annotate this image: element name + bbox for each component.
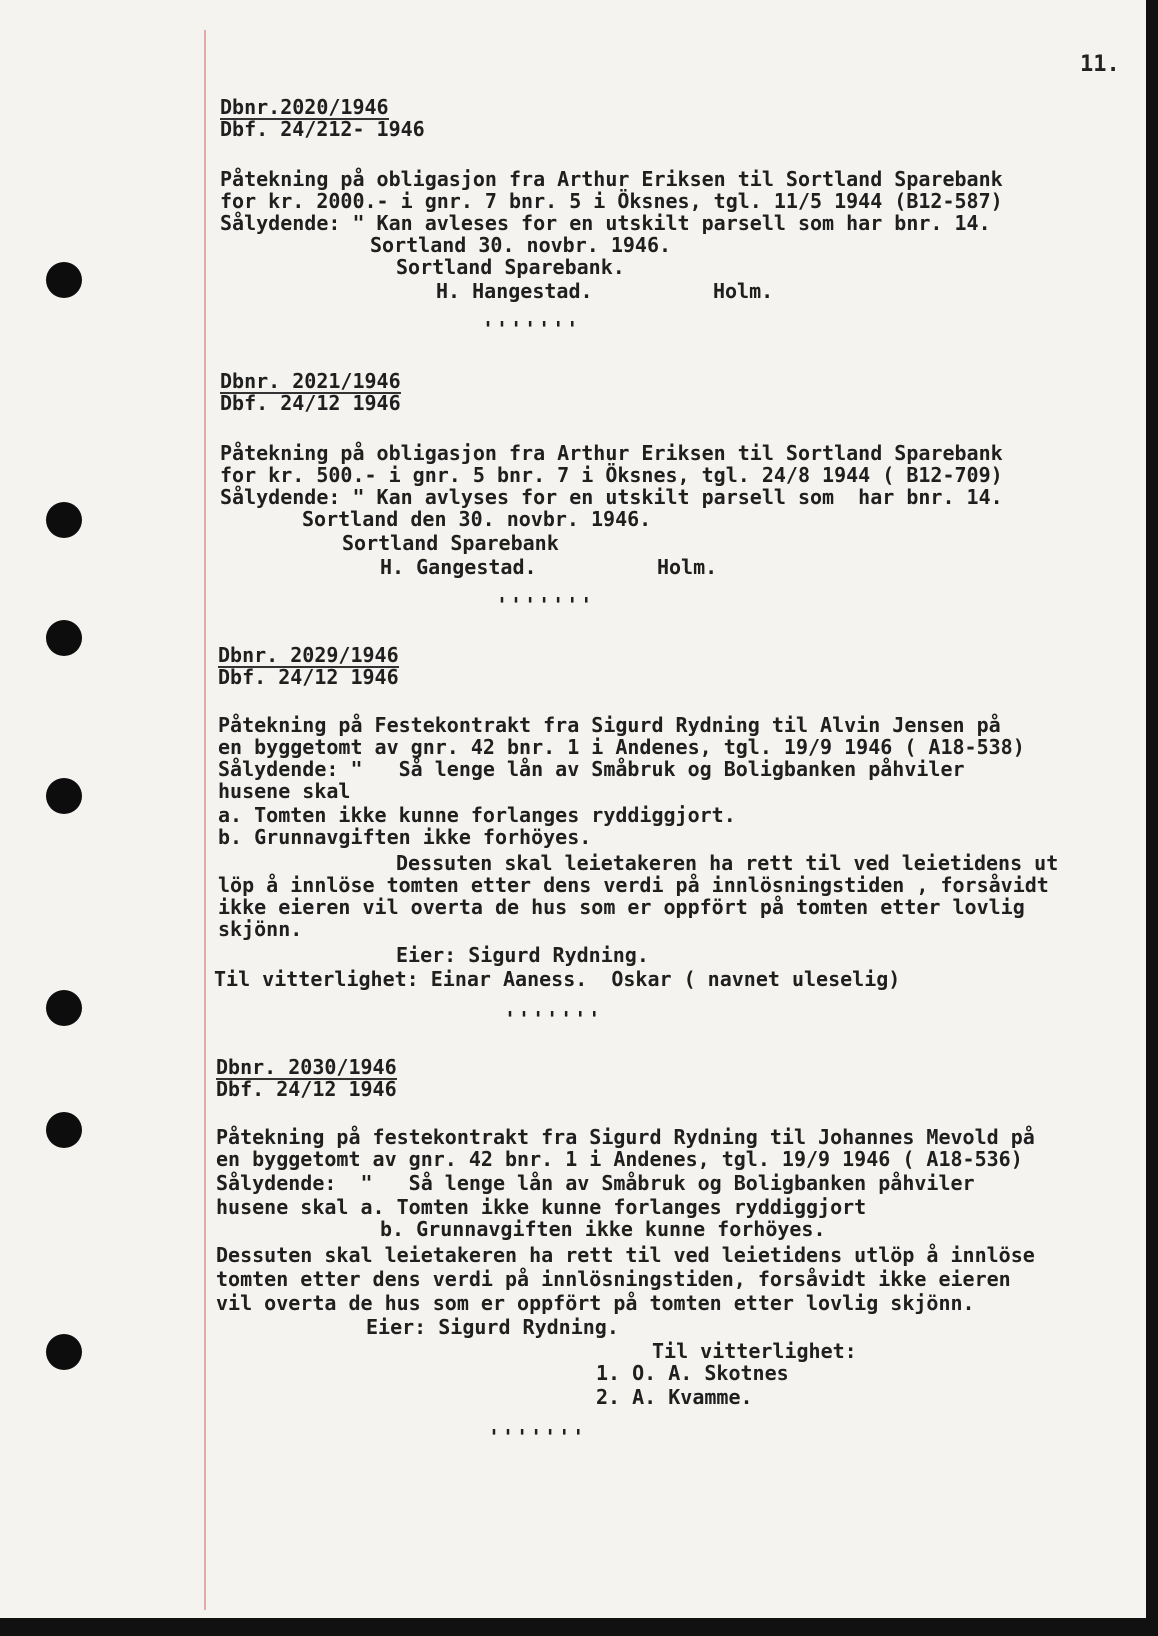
entry-text-line: ikke eieren vil overta de hus som er oppfört på tomten etter lovlig <box>218 895 1025 919</box>
entry-text-line: Eier: Sigurd Rydning. <box>396 943 649 967</box>
entry-separator: ''''''' <box>496 593 595 617</box>
entry-text-line: tomten etter dens verdi på innlösningstiden, forsåvidt ikke eieren <box>216 1267 1011 1291</box>
entry-text-line: Til vitterlighet: <box>652 1339 857 1363</box>
entry-text-line: en byggetomt av gnr. 42 bnr. 1 i Andenes, tgl. 19/9 1946 ( A18-538) <box>218 735 1025 759</box>
entry-dbnr: Dbnr. 2030/1946 <box>216 1055 397 1079</box>
entry-text-line: Sålydende: " Kan avlyses for en utskilt parsell som har bnr. 14. <box>220 485 1003 509</box>
entry-dbnr: Dbnr. 2029/1946 <box>218 643 399 667</box>
entry-text-line: Sortland Sparebank. <box>396 255 625 279</box>
punch-hole <box>46 990 82 1026</box>
entry-text-line: husene skal a. Tomten ikke kunne forlanges ryddiggjort <box>216 1195 867 1219</box>
entry-signatures: H. Hangestad. Holm. <box>436 279 774 303</box>
entry-text-line: skjönn. <box>218 917 303 941</box>
entry-text-line: vil overta de hus som er oppfört på tomten etter lovlig skjönn. <box>216 1291 975 1315</box>
entry-text-line: Dessuten skal leietakeren ha rett til ved leietidens ut <box>396 851 1059 875</box>
entry-dbf: Dbf. 24/12 1946 <box>220 391 401 415</box>
entry-dbf: Dbf. 24/212- 1946 <box>220 117 425 141</box>
punch-hole <box>46 1112 82 1148</box>
punch-hole <box>46 262 82 298</box>
entry-text-line: Sortland den 30. novbr. 1946. <box>302 507 652 531</box>
entry-text-line: löp å innlöse tomten etter dens verdi på innlösningstiden , forsåvidt <box>218 873 1049 897</box>
entry-dbf: Dbf. 24/12 1946 <box>216 1077 397 1101</box>
entry-text-line: en byggetomt av gnr. 42 bnr. 1 i Andenes, tgl. 19/9 1946 ( A18-536) <box>216 1147 1023 1171</box>
entry-text-line: Sortland 30. novbr. 1946. <box>370 233 672 257</box>
entry-separator: ''''''' <box>482 317 581 341</box>
punch-hole <box>46 502 82 538</box>
entry-text-line: Eier: Sigurd Rydning. <box>366 1315 619 1339</box>
entry-dbnr: Dbnr. 2021/1946 <box>220 369 401 393</box>
entry-witnesses: Til vitterlighet: Einar Aaness. Oskar ( navnet uleselig) <box>214 967 901 991</box>
margin-line <box>204 30 206 1610</box>
entry-separator: ''''''' <box>504 1007 603 1031</box>
entry-text-line: b. Grunnavgiften ikke kunne forhöyes. <box>380 1217 826 1241</box>
entry-separator: ''''''' <box>488 1425 587 1449</box>
entry-dbf: Dbf. 24/12 1946 <box>218 665 399 689</box>
entry-text-line: Sålydende: " Kan avleses for en utskilt parsell som har bnr. 14. <box>220 211 991 235</box>
entry-signatures: H. Gangestad. Holm. <box>380 555 718 579</box>
entry-dbnr: Dbnr.2020/1946 <box>220 95 389 119</box>
entry-text-line: for kr. 500.- i gnr. 5 bnr. 7 i Öksnes, tgl. 24/8 1944 ( B12-709) <box>220 463 1003 487</box>
punch-hole <box>46 778 82 814</box>
entry-text-line: a. Tomten ikke kunne forlanges ryddiggjort. <box>218 803 736 827</box>
entry-text-line: for kr. 2000.- i gnr. 7 bnr. 5 i Öksnes, tgl. 11/5 1944 (B12-587) <box>220 189 1003 213</box>
entry-text-line: husene skal <box>218 779 351 803</box>
entry-text-line: Påtekning på festekontrakt fra Sigurd Rydning til Johannes Mevold på <box>216 1125 1035 1149</box>
page-number: 11. <box>1080 52 1120 77</box>
punch-hole <box>46 1334 82 1370</box>
entry-text-line: Sortland Sparebank <box>342 531 559 555</box>
entry-witness-1: 1. O. A. Skotnes <box>596 1361 789 1385</box>
punch-hole <box>46 620 82 656</box>
entry-text-line: Sålydende: " Så lenge lån av Småbruk og Boligbanken påhviler <box>218 757 965 781</box>
entry-witness-2: 2. A. Kvamme. <box>596 1385 753 1409</box>
entry-text-line: Påtekning på Festekontrakt fra Sigurd Rydning til Alvin Jensen på <box>218 713 1001 737</box>
entry-text-line: Påtekning på obligasjon fra Arthur Eriksen til Sortland Sparebank <box>220 167 1003 191</box>
entry-text-line: Dessuten skal leietakeren ha rett til ved leietidens utlöp å innlöse <box>216 1243 1035 1267</box>
entry-text-line: Sålydende: " Så lenge lån av Småbruk og Boligbanken påhviler <box>216 1171 975 1195</box>
entry-text-line: b. Grunnavgiften ikke forhöyes. <box>218 825 592 849</box>
entry-text-line: Påtekning på obligasjon fra Arthur Eriksen til Sortland Sparebank <box>220 441 1003 465</box>
